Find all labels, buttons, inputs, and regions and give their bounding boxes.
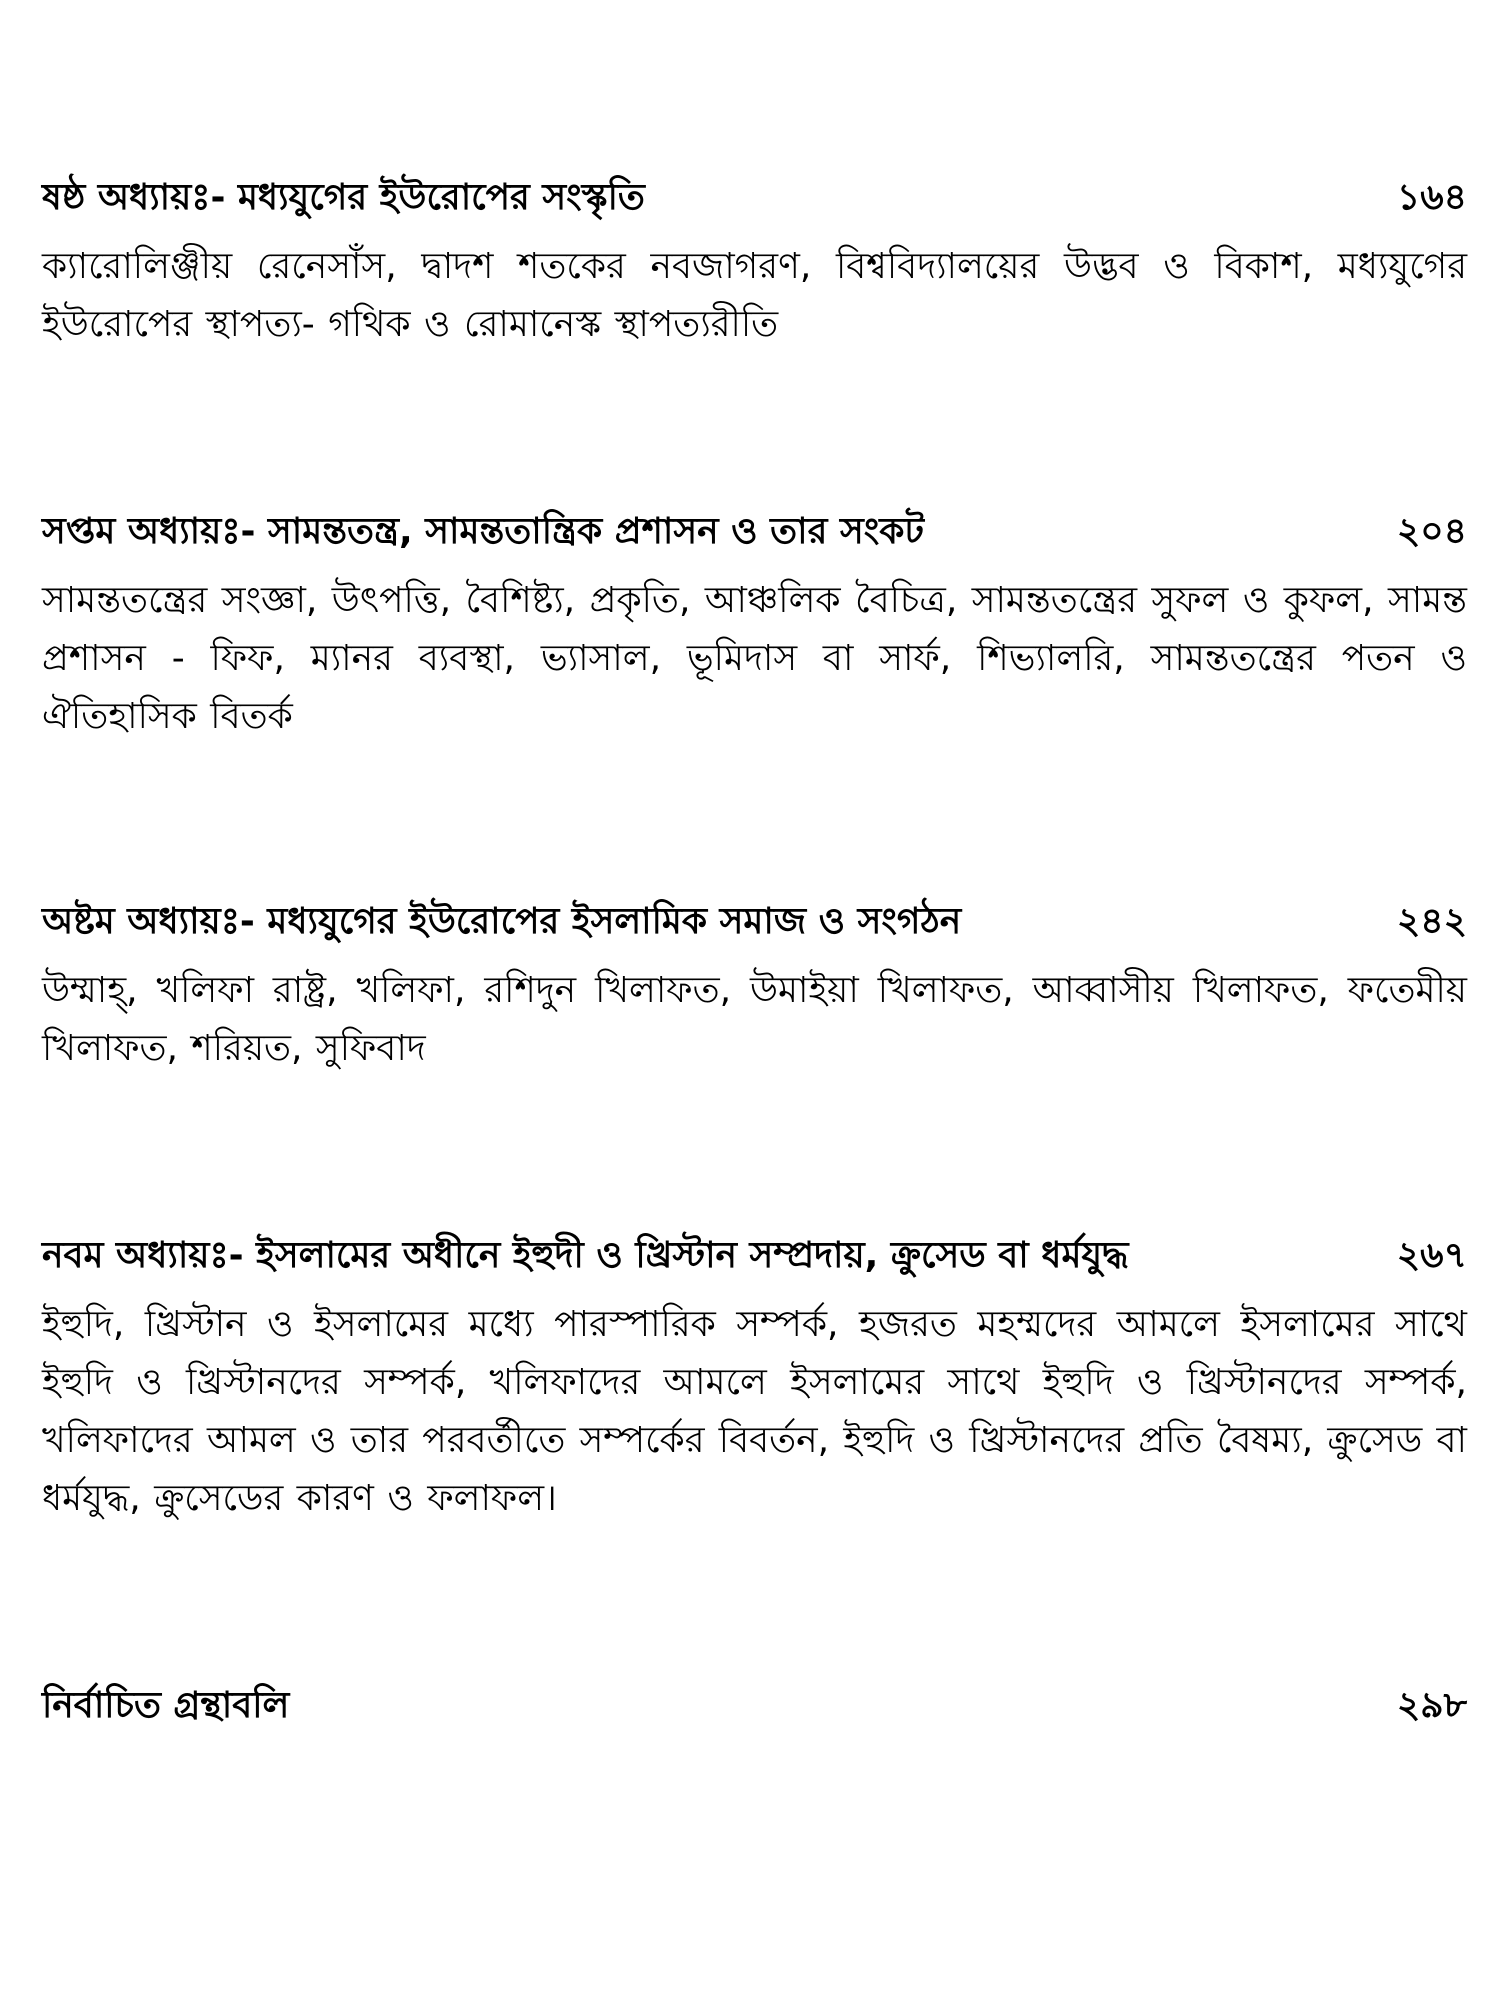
chapter-topics: সামন্ততন্ত্রের সংজ্ঞা, উৎপত্তি, বৈশিষ্ট্য, প্রকৃতি, আঞ্চলিক বৈচিত্র, সামন্ততন্ত্রের সুফল ও কুফল, সামন্ত প্রশাসন - ফিফ, ম্যানর ব্যবস্থা, ভ্যাসাল, ভূমিদাস বা সার্ফ, শিভ্যালরি, সামন্ততন্ত্রের পতন ও ঐতিহাসিক বিতর্ক	[42, 580, 1467, 737]
chapter-heading	[42, 1228, 1467, 1284]
chapter-page-number: ২৬৭	[1396, 1235, 1467, 1276]
chapter-topics: ক্যারোলিঞ্জীয় রেনেসাঁস, দ্বাদশ শতকের নবজাগরণ, বিশ্ববিদ্যালয়ের উদ্ভব ও বিকাশ, মধ্যযুগের ইউরোপের স্থাপত্য- গথিক ও রোমানেস্ক স্থাপত্যরীতি	[42, 246, 1467, 345]
chapter-entry-8	[42, 894, 1467, 1078]
chapter-title: অষ্টম অধ্যায়ঃ- মধ্যযুগের ইউরোপের ইসলামিক সমাজ ও সংগঠন	[42, 901, 962, 942]
chapter-entry-6	[42, 170, 1467, 354]
chapter-page-number: ১৬৪	[1396, 177, 1467, 218]
chapter-title: নবম অধ্যায়ঃ- ইসলামের অধীনে ইহুদী ও খ্রিস্টান সম্প্রদায়, ক্রুসেড বা ধর্মযুদ্ধ	[42, 1235, 1129, 1276]
chapter-heading	[42, 170, 1467, 226]
table-of-contents	[42, 170, 1467, 1734]
bibliography-entry	[42, 1678, 1467, 1734]
chapter-heading	[42, 504, 1467, 560]
chapter-entry-9	[42, 1228, 1467, 1528]
chapter-title: ষষ্ঠ অধ্যায়ঃ- মধ্যযুগের ইউরোপের সংস্কৃতি	[42, 177, 645, 218]
chapter-topics: ইহুদি, খ্রিস্টান ও ইসলামের মধ্যে পারস্পারিক সম্পর্ক, হজরত মহম্মদের আমলে ইসলামের সাথে ইহুদি ও খ্রিস্টানদের সম্পর্ক, খলিফাদের আমলে ইসলামের সাথে ইহুদি ও খ্রিস্টানদের সম্পর্ক, খলিফাদের আমল ও তার পরবর্তীতে সম্পর্কের বিবর্তন, ইহুদি ও খ্রিস্টানদের প্রতি বৈষম্য, ক্রুসেড বা ধর্মযুদ্ধ, ক্রুসেডের কারণ ও ফলাফল।	[42, 1304, 1467, 1519]
chapter-topics: উম্মাহ্, খলিফা রাষ্ট্র, খলিফা, রশিদুন খিলাফত, উমাইয়া খিলাফত, আব্বাসীয় খিলাফত, ফতেমীয় খিলাফত, শরিয়ত, সুফিবাদ	[42, 970, 1467, 1069]
chapter-title: সপ্তম অধ্যায়ঃ- সামন্ততন্ত্র, সামন্ততান্ত্রিক প্রশাসন ও তার সংকট	[42, 511, 925, 552]
bibliography-page-number: ২৯৮	[1396, 1685, 1467, 1726]
chapter-heading	[42, 894, 1467, 950]
chapter-entry-7	[42, 504, 1467, 746]
chapter-page-number: ২০৪	[1396, 511, 1467, 552]
chapter-page-number: ২৪২	[1396, 901, 1467, 942]
bibliography-title: নির্বাচিত গ্রন্থাবলি	[42, 1685, 290, 1726]
